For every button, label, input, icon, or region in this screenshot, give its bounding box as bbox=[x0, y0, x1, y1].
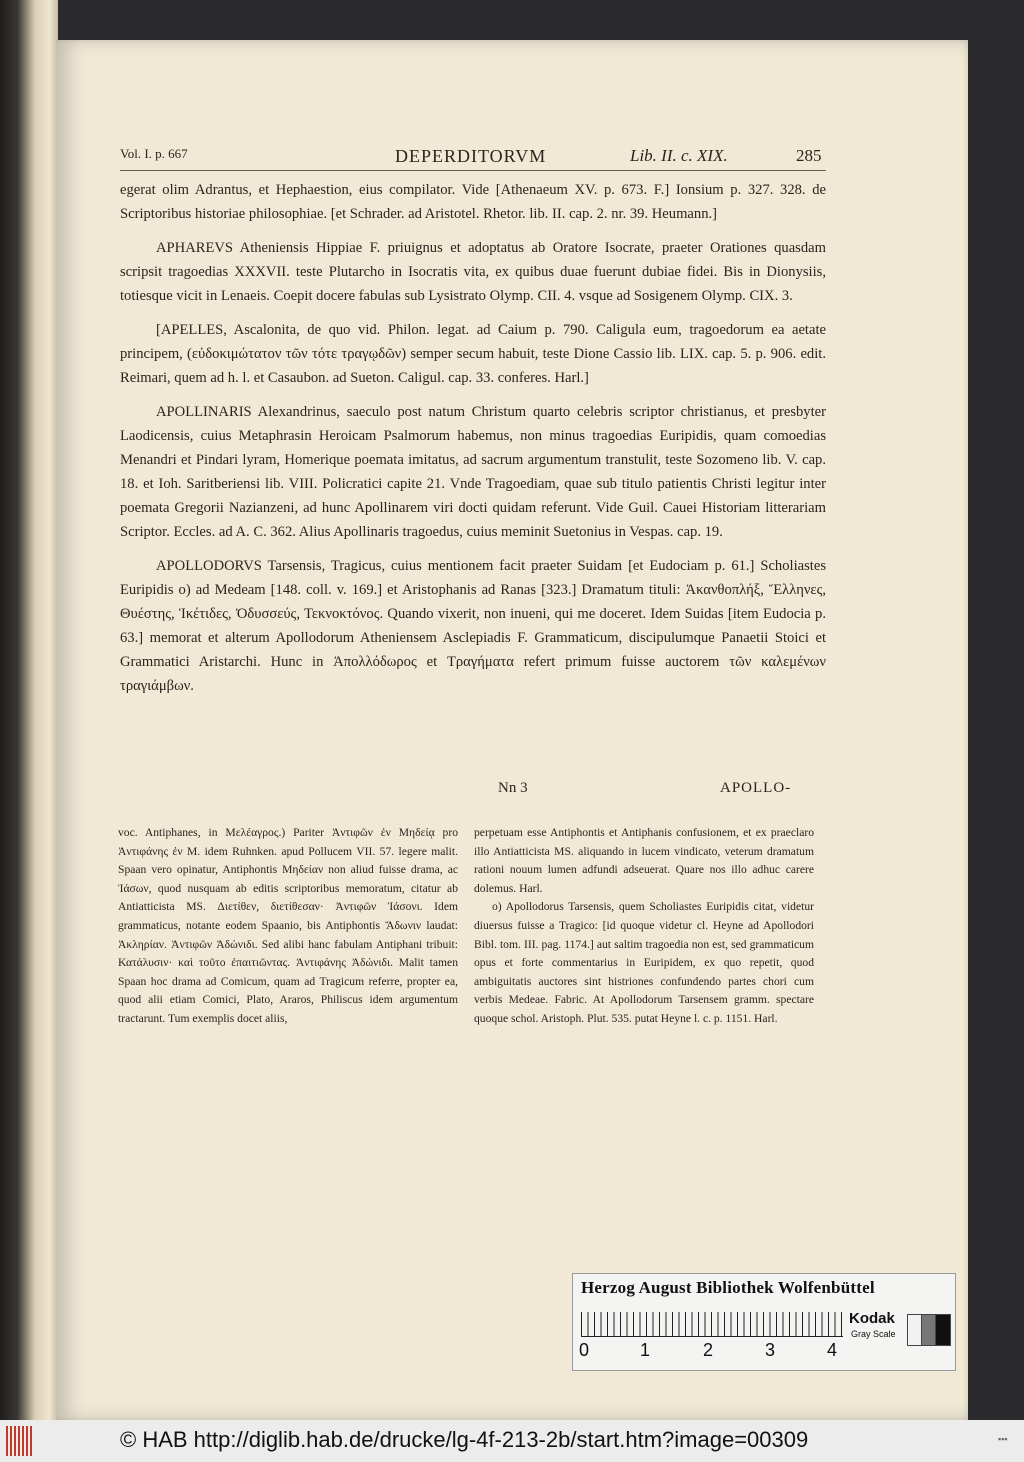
library-name: Herzog August Bibliothek Wolfenbüttel bbox=[581, 1278, 875, 1297]
gray-scale-caption: Gray Scale bbox=[851, 1329, 896, 1339]
header-rule bbox=[120, 170, 826, 171]
kodak-logo: Kodak bbox=[849, 1310, 895, 1327]
footnote-left-text: voc. Antiphanes, in Μελέαγρος.) Pariter Ἀντιφῶν ἐν Μηδείᾳ pro Ἀντιφάνης ἐν M. idem Ruhnken. apud Pollucem VII. 57. legere malit. Spaan vero opinatur, Antiphontis Μηδείαν non aliud fuisse drama, ac Ἰάσων, quod nusquam ab editis scriptoribus memoratum, citatur ab Antiatticista MS. Διετίθεν, διετίθεσαν· Ἀντιφῶν Ἰάσονι. Idem grammaticus, notante eodem Spaanio, bis Antiphontis Ἄδωνιν laudat: Ἀκληρίαν. Ἀντιφῶν Ἀδώνιδι. Sed alibi hanc fabulam Antiphani tribuit: Κατάλυσιν· καὶ τοῦτο ἐπαιτιῶντας. Ἀντιφάνης Ἀδώνιδι. Malit tamen Spaan hoc drama ad Comicum, quam ad Tragicum referre, propter ea, quod alii etiam Comici, Plato, Araros, Philiscus idem argumentum tractarunt. Tum exemplis docet aliis, bbox=[118, 826, 458, 1025]
page-number: 285 bbox=[796, 146, 822, 165]
footer-mark-icon: ▪▪▪ bbox=[998, 1434, 1008, 1444]
main-text bbox=[120, 178, 826, 708]
ruler-number: 0 bbox=[579, 1340, 590, 1360]
library-label bbox=[572, 1273, 956, 1371]
footnote-right-text-1: perpetuam esse Antiphontis et Antiphanis confusionem, et ex praeclaro illo Antiatticista MS. aliquando in lucem vindicato, veterum dramatum rationi nouum lumen adfundi adseuerat. Quare nos illo adhuc carere dolemus. Harl. bbox=[474, 826, 814, 895]
ruler-number: 2 bbox=[703, 1340, 714, 1360]
header-book-chapter: Lib. II. c. XIX. bbox=[630, 146, 728, 165]
catchword: APOLLO- bbox=[720, 780, 792, 796]
footnote-column-right bbox=[474, 824, 814, 1029]
ruler-numbers bbox=[579, 1340, 841, 1364]
signature-line bbox=[120, 780, 826, 802]
ruler-number: 4 bbox=[827, 1340, 838, 1360]
book-spine bbox=[0, 0, 58, 1420]
header-volume-ref: Vol. I. p. 667 bbox=[120, 146, 188, 161]
paragraph-apelles: [APELLES, Ascalonita, de quo vid. Philon. legat. ad Caium p. 790. Caligula eum, tragoedorum ea aetate principem, (εὐδοκιμώτατον τῶν τότε τραγῳδῶν) semper secum habuit, teste Dione Cassio lib. LIX. cap. 5. p. 906. edit. Reimari, quem ad h. l. et Casaubon. ad Sueton. Caligul. cap. 33. conferes. Harl.] bbox=[120, 322, 826, 386]
hab-logo-icon bbox=[6, 1426, 34, 1456]
footnote-right-text-2: o) Apollodorus Tarsensis, quem Scholiastes Euripidis citat, videtur diuersus fuisse a Tragico: [id quoque videtur cl. Heyne ad Apollodori Bibl. tom. III. pag. 1174.] aut saltim tragoedia non est, sed grammaticum opus et forte commentarius in Euripidem, ex quo repetit, quod ambiguitatis auctores sint histriones confundendo partes chori cum verbis Medeae. Fabric. At Apollodorum Tarsensem gramm. spectare quoque schol. Aristoph. Plut. 535. putat Heyne l. c. p. 1151. Harl. bbox=[474, 900, 814, 1025]
scale-ruler bbox=[581, 1312, 843, 1337]
viewer-footer bbox=[0, 1420, 1024, 1462]
header-title: DEPERDITORVM bbox=[395, 146, 547, 166]
paragraph-1: egerat olim Adrantus, et Hephaestion, eius compilator. Vide [Athenaeum XV. p. 673. F.] Ionsium p. 327. 328. de Scriptoribus historiae philosophiae. [et Schrader. ad Aristotel. Rhetor. lib. II. cap. 2. nr. 39. Heumann.] bbox=[120, 182, 826, 222]
footnote-column-left bbox=[118, 824, 458, 1029]
gray-swatch-dark bbox=[935, 1314, 951, 1346]
paragraph-apollodorus: APOLLODORVS Tarsensis, Tragicus, cuius mentionem facit praeter Suidam [et Eudociam p. 61.] Scholiastes Euripidis o) ad Medeam [148. coll. v. 169.] et Aristophanis ad Ranas [323.] Dramatum tituli: Ἀκανθοπλήξ, Ἕλληνες, Θυέστης, Ἱκέτιδες, Ὀδυσσεύς, Τεκνοκτόνος. Quando vixerit, non inueni, qui me doceret. Idem Suidas [item Eudocia p. 63.] memorat et alterum Apollodorum Atheniensem Asclepiadis F. Grammaticum, discipulumque Panaetii Stoici et Grammatici Aristarchi. Hunc in Ἀπολλόδωρος et Τραγήματα refert primum fuisse auctorem τῶν καλεμένων τραγιάμβων. bbox=[120, 558, 826, 694]
paragraph-apharevs: APHAREVS Atheniensis Hippiae F. priuignus et adoptatus ab Oratore Isocrate, praeter Orationes quasdam scripsit tragoedias XXXVII. teste Plutarcho in Isocratis vita, ex quibus duae fuerunt dubiae fidei. Bis in Dionysiis, totiesque vicit in Lenaeis. Coepit docere fabulas sub Lysistrato Olymp. CII. 4. vsque ad Sosigenem Olymp. CIX. 3. bbox=[120, 240, 826, 304]
paragraph-apollinaris: APOLLINARIS Alexandrinus, saeculo post natum Christum quarto celebris scriptor christianus, et presbyter Laodicensis, cuius Metaphrasin Heroicam Psalmorum habemus, non minus tragoedias Euripidis, quam comoedias Menandri et Pindari lyram, Homerique poemata imitatus, ad sacrum argumentum transtulit, teste Sozomeno lib. V. cap. 18. et Ioh. Saritberiensi lib. VIII. Policratici capite 21. Vnde Tragoediam, quae sub titulo patientis Christi legitur inter poemata Gregorii Nazianzeni, ad hunc Apollinarem viri docti quidam referunt. Vide Guil. Cauei Historiam litterariam Scriptor. Eccles. ad A. C. 362. Alius Apollinaris tragoedus, cuius meminit Suetonius in Vespas. cap. 19. bbox=[120, 404, 826, 540]
running-header bbox=[120, 146, 826, 170]
copyright-url[interactable]: © HAB http://diglib.hab.de/drucke/lg-4f-213-2b/start.htm?image=00309 bbox=[120, 1427, 809, 1452]
ruler-number: 3 bbox=[765, 1340, 776, 1360]
signature-mark: Nn 3 bbox=[498, 780, 528, 796]
ruler-number: 1 bbox=[640, 1340, 651, 1360]
